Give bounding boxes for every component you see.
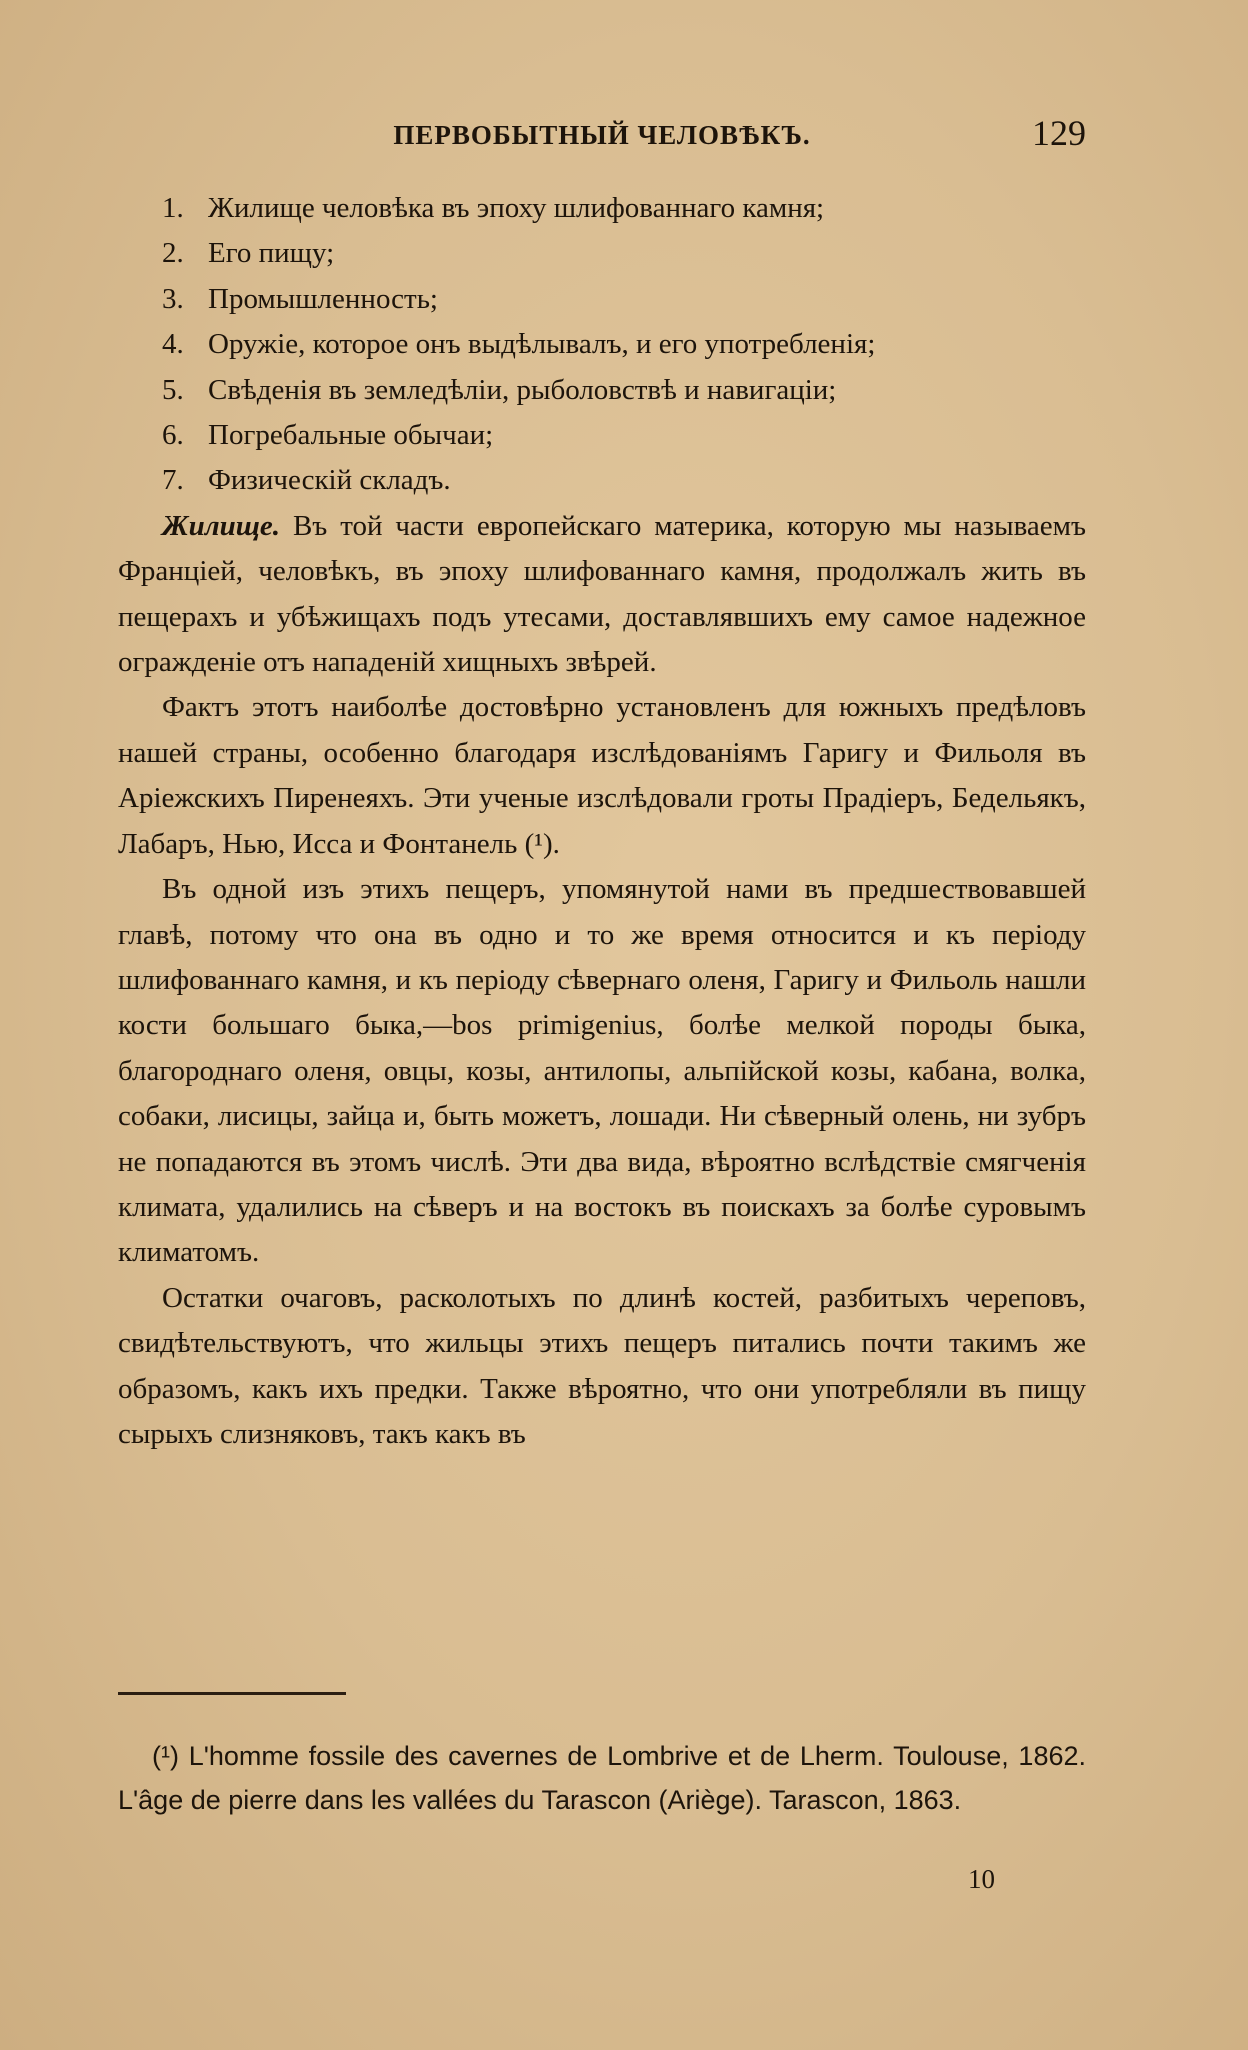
list-item: 2. Его пищу;	[162, 237, 335, 270]
paragraph: Фактъ этотъ наиболѣе достовѣрно установленъ для южныхъ предѣловъ нашей страны, особенно благодаря изслѣдованіямъ Гаригу и Фильоля въ Аріежскихъ Пиренеяхъ. Эти ученые изслѣдовали гроты Прадіеръ, Бедельякъ, Лабаръ, Нью, Исса и Фонтанель (¹).	[118, 691, 1086, 860]
footnote-divider	[118, 1692, 346, 1695]
list-item: 7. Физическій складъ.	[162, 464, 451, 497]
signature-mark: 10	[968, 1864, 995, 1894]
footnotes	[118, 1734, 1086, 1822]
paragraph: Въ одной изъ этихъ пещеръ, упомянутой нами въ предшествовавшей главѣ, потому что она въ одно и то же время относится и къ періоду шлифованнаго камня, и къ періоду сѣвернаго оленя, Гаригу и Фильоль нашли кости большаго быка,—bos primigenius, болѣе мелкой породы быка, благороднаго оленя, овцы, козы, антилопы, альпійской козы, кабана, волка, собаки, лисицы, зайца и, быть можетъ, лошади. Ни сѣверный олень, ни зубръ не попадаются въ этомъ числѣ. Эти два вида, вѣроятно вслѣдствіе смягченія климата, удалились на сѣверъ и на востокъ въ поискахъ за болѣе суровымъ климатомъ.	[118, 873, 1086, 1269]
page-number: 129	[1032, 113, 1086, 153]
footnote-reference: (¹).	[524, 827, 560, 860]
list-item: 3. Промышленность;	[162, 282, 438, 315]
list-item: 6. Погребальные обычаи;	[162, 419, 494, 452]
list-item: 5. Свѣденія въ земледѣліи, рыболовствѣ и навигаціи;	[162, 373, 837, 406]
page-header	[118, 112, 1086, 162]
list-item: 1. Жилище человѣка въ эпоху шлифованнаго камня;	[162, 192, 825, 224]
paragraph-dwelling: Жилище. Въ той части европейскаго материка, которую мы называемъ Франціей, человѣкъ, въ эпоху шлифованнаго камня, продолжалъ жить въ пещерахъ и убѣжищахъ подъ утесами, доставлявшихъ ему самое надежное огражденіе отъ нападеній хищныхъ звѣрей.	[118, 509, 1086, 679]
body-text	[118, 186, 1086, 1457]
footnote: (¹) L'homme fossile des cavernes de Lombrive et de Lherm. Toulouse, 1862. L'âge de pierre dans les vallées du Tarascon (Ariège). Tarascon, 1863.	[118, 1741, 1086, 1815]
list-item: 4. Оружіе, которое онъ выдѣлывалъ, и его употребленія;	[162, 328, 876, 361]
topics-list	[118, 186, 1086, 504]
running-title: ПЕРВОБЫТНЫЙ ЧЕЛОВѢКЪ.	[393, 120, 811, 150]
section-heading: Жилище.	[162, 509, 281, 542]
paragraph: Остатки очаговъ, расколотыхъ по длинѣ костей, разбитыхъ череповъ, свидѣтельствуютъ, что жильцы этихъ пещеръ питались почти такимъ же образомъ, какъ ихъ предки. Также вѣроятно, что они употребляли въ пищу сырыхъ слизняковъ, такъ какъ въ	[118, 1281, 1086, 1450]
